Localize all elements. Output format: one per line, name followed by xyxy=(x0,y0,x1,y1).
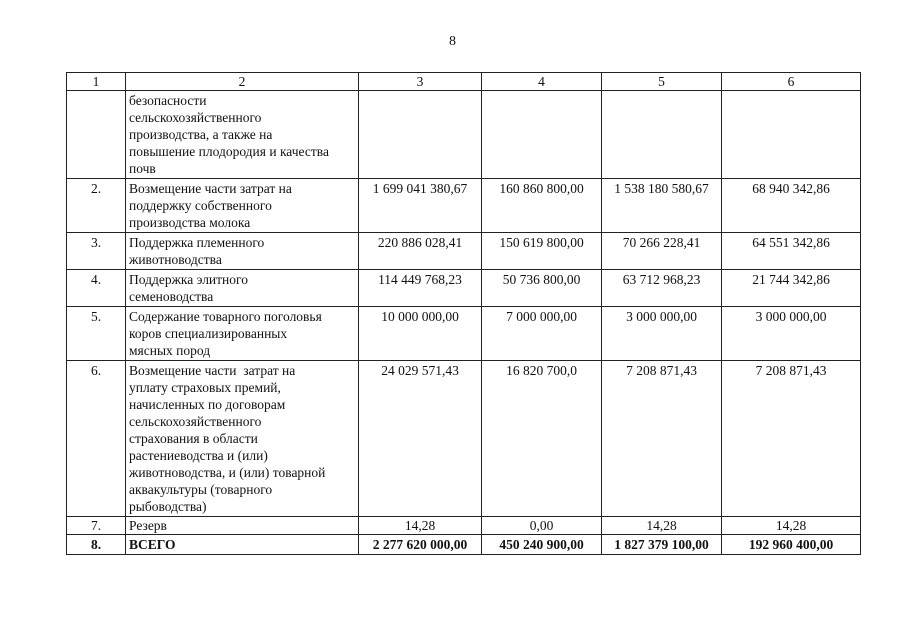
table-row xyxy=(67,361,861,517)
row-number: 3. xyxy=(67,233,126,270)
row-description xyxy=(126,517,359,535)
value-col-6: 14,28 xyxy=(722,517,861,535)
description-line: животноводства, и (или) товарной xyxy=(129,465,326,480)
row-number xyxy=(67,91,126,179)
value-col-5: 63 712 968,23 xyxy=(602,270,722,307)
row-description xyxy=(126,270,359,307)
description-line: сельскохозяйственного xyxy=(129,110,262,125)
total-col-4: 450 240 900,00 xyxy=(482,535,602,555)
value-col-5: 7 208 871,43 xyxy=(602,361,722,517)
value-col-6 xyxy=(722,91,861,179)
page-number: 8 xyxy=(449,34,456,49)
row-description xyxy=(126,179,359,233)
description-line: мясных пород xyxy=(129,343,211,358)
description-line: производства, а также на xyxy=(129,127,273,142)
header-col-5: 5 xyxy=(602,73,722,91)
value-col-4: 50 736 800,00 xyxy=(482,270,602,307)
description-line: Поддержка племенного xyxy=(129,235,265,250)
row-description xyxy=(126,307,359,361)
description-line: почв xyxy=(129,161,156,176)
value-col-6: 7 208 871,43 xyxy=(722,361,861,517)
table-body xyxy=(67,91,861,535)
value-col-5: 70 266 228,41 xyxy=(602,233,722,270)
value-col-3: 114 449 768,23 xyxy=(359,270,482,307)
total-col-6: 192 960 400,00 xyxy=(722,535,861,555)
value-col-5: 3 000 000,00 xyxy=(602,307,722,361)
description-line: сельскохозяйственного xyxy=(129,414,262,429)
header-col-2: 2 xyxy=(126,73,359,91)
value-col-6: 64 551 342,86 xyxy=(722,233,861,270)
table-row xyxy=(67,307,861,361)
value-col-4 xyxy=(482,91,602,179)
value-col-5: 1 538 180 580,67 xyxy=(602,179,722,233)
total-col-5: 1 827 379 100,00 xyxy=(602,535,722,555)
value-col-4: 16 820 700,0 xyxy=(482,361,602,517)
total-label: ВСЕГО xyxy=(126,535,359,555)
value-col-3: 10 000 000,00 xyxy=(359,307,482,361)
value-col-4: 150 619 800,00 xyxy=(482,233,602,270)
value-col-6: 21 744 342,86 xyxy=(722,270,861,307)
value-col-3: 220 886 028,41 xyxy=(359,233,482,270)
header-col-1: 1 xyxy=(67,73,126,91)
value-col-4: 0,00 xyxy=(482,517,602,535)
budget-table xyxy=(66,72,861,555)
row-number: 7. xyxy=(67,517,126,535)
description-line: производства молока xyxy=(129,215,251,230)
row-description xyxy=(126,91,359,179)
row-number: 5. xyxy=(67,307,126,361)
table-row xyxy=(67,233,861,270)
value-col-5: 14,28 xyxy=(602,517,722,535)
description-line: повышение плодородия и качества xyxy=(129,144,329,159)
header-col-4: 4 xyxy=(482,73,602,91)
total-col-3: 2 277 620 000,00 xyxy=(359,535,482,555)
table-row xyxy=(67,91,861,179)
description-line: Резерв xyxy=(129,518,167,533)
description-line: Содержание товарного поголовья xyxy=(129,309,322,324)
row-number: 2. xyxy=(67,179,126,233)
value-col-3 xyxy=(359,91,482,179)
description-line: страхования в области xyxy=(129,431,258,446)
description-line: коров специализированных xyxy=(129,326,288,341)
value-col-5 xyxy=(602,91,722,179)
description-line: Поддержка элитного xyxy=(129,272,248,287)
value-col-4: 160 860 800,00 xyxy=(482,179,602,233)
total-num: 8. xyxy=(67,535,126,555)
row-number: 6. xyxy=(67,361,126,517)
value-col-3: 1 699 041 380,67 xyxy=(359,179,482,233)
table-row xyxy=(67,517,861,535)
header-col-6: 6 xyxy=(722,73,861,91)
header-col-3: 3 xyxy=(359,73,482,91)
value-col-3: 24 029 571,43 xyxy=(359,361,482,517)
row-description xyxy=(126,233,359,270)
description-line: животноводства xyxy=(129,252,222,267)
header-row xyxy=(67,73,861,91)
total-row xyxy=(67,535,861,555)
table-row xyxy=(67,179,861,233)
value-col-6: 68 940 342,86 xyxy=(722,179,861,233)
table-row xyxy=(67,270,861,307)
description-line: рыбоводства) xyxy=(129,499,207,514)
description-line: семеноводства xyxy=(129,289,214,304)
value-col-4: 7 000 000,00 xyxy=(482,307,602,361)
description-line: поддержку собственного xyxy=(129,198,272,213)
description-line: безопасности xyxy=(129,93,207,108)
description-line: уплату страховых премий, xyxy=(129,380,281,395)
description-line: Возмещение части затрат на xyxy=(129,363,296,378)
description-line: Возмещение части затрат на xyxy=(129,181,292,196)
description-line: аквакультуры (товарного xyxy=(129,482,273,497)
value-col-6: 3 000 000,00 xyxy=(722,307,861,361)
value-col-3: 14,28 xyxy=(359,517,482,535)
row-number: 4. xyxy=(67,270,126,307)
row-description xyxy=(126,361,359,517)
description-line: начисленных по договорам xyxy=(129,397,286,412)
description-line: растениеводства и (или) xyxy=(129,448,268,463)
